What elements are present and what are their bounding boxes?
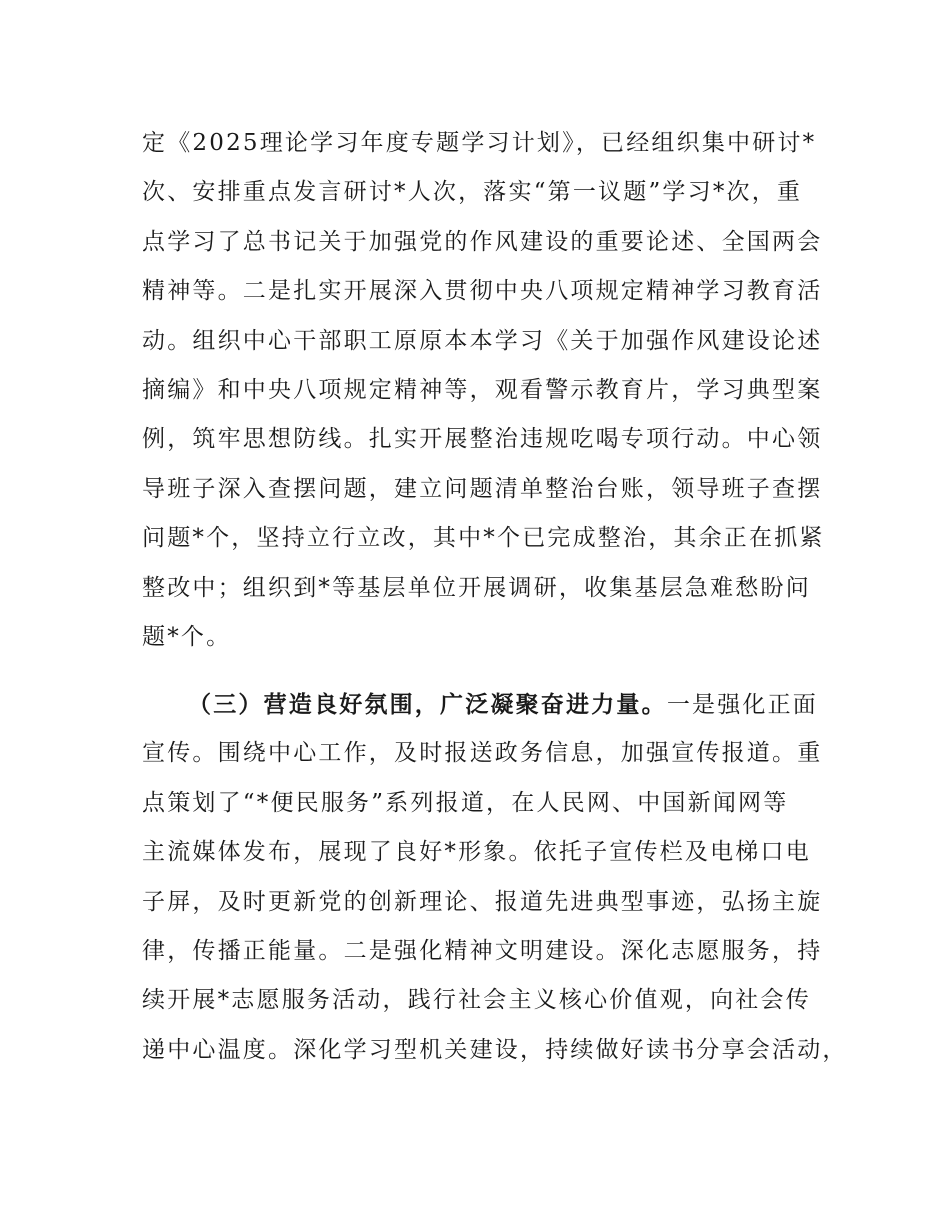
paragraph-first-line — [142, 680, 832, 729]
paragraph-study-activities — [142, 119, 832, 662]
paragraph-atmosphere — [142, 680, 848, 1075]
text-line: 动。组织中心干部职工原原本本学习《关于加强作风建设论述 — [142, 327, 823, 354]
text-line: 递中心温度。深化学习型机关建设，持续做好读书分享会活动， — [142, 1036, 848, 1063]
text-line: 续开展*志愿服务活动，践行社会主义核心价值观，向社会传 — [142, 987, 811, 1014]
text-line: 子屏，及时更新党的创新理论、报道先进典型事迹，弘扬主旋 — [142, 888, 823, 915]
heading-line-text: 一是强化正面 — [666, 692, 819, 718]
text-line: 律，传播正能量。二是强化精神文明建设。深化志愿服务，持 — [142, 937, 823, 964]
text-line: 例，筑牢思想防线。扎实开展整治违规吃喝专项行动。中心领 — [142, 426, 823, 453]
text-line: 定《2025理论学习年度专题学习计划》，已经组织集中研讨* — [142, 130, 817, 156]
text-line: 导班子深入查摆问题，建立问题清单整治台账，领导班子查摆 — [142, 475, 823, 502]
text-line: 整改中；组织到*等基层单位开展调研，收集基层急难愁盼问 — [142, 574, 811, 601]
text-line: 宣传。围绕中心工作，及时报送政务信息，加强宣传报道。重 — [142, 740, 823, 767]
text-line: 点策划了“*便民服务”系列报道，在人民网、中国新闻网等 — [142, 789, 789, 816]
text-line: 题*个。 — [142, 623, 232, 650]
text-line: 主流媒体发布，展现了良好*形象。依托子宣传栏及电梯口电 — [142, 839, 811, 866]
text-line: 点学习了总书记关于加强党的作风建设的重要论述、全国两会 — [142, 228, 823, 255]
text-line: 次、安排重点发言研讨*人次，落实“第一议题”学习*次，重 — [142, 179, 803, 206]
text-line: 精神等。二是扎实开展深入贯彻中央八项规定精神学习教育活 — [142, 278, 823, 305]
text-line: 摘编》和中央八项规定精神等，观看警示教育片，学习典型案 — [142, 376, 823, 403]
section-heading: （三）营造良好氛围，广泛凝聚奋进力量。 — [188, 691, 667, 718]
text-line: 问题*个，坚持立行立改，其中*个已完成整治，其余正在抓紧 — [142, 525, 825, 552]
